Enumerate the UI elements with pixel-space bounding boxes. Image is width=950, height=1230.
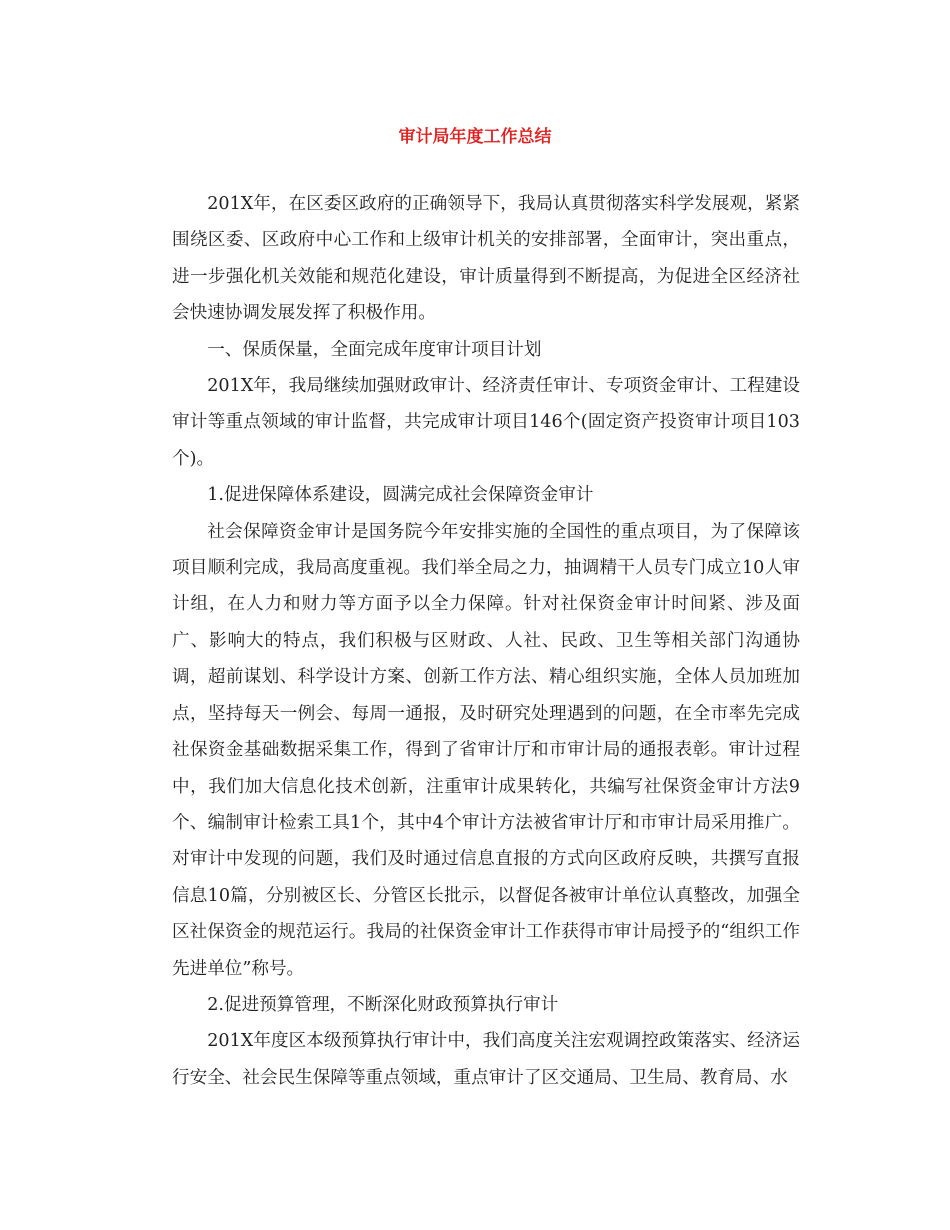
paragraph-section-1: 201X年，我局继续加强财政审计、经济责任审计、专项资金审计、工程建设审计等重点领域的审计监督，共完成审计项目146个(固定资产投资审计项目103个)。 [172, 376, 800, 469]
subsection-heading-1: 1.促进保障体系建设，圆满完成社会保障资金审计 [207, 485, 594, 506]
paragraph-social-security: 社会保障资金审计是国务院今年安排实施的全国性的重点项目，为了保障该项目顺利完成，我局高度重视。我们举全局之力，抽调精干人员专门成立10人审计组，在人力和财力等方面予以全力保障。针对社保资金审计时间紧、涉及面广、影响大的特点，我们积极与区财政、人社、民政、卫生等相关部门沟通协调，超前谋划、科学设计方案、创新工作方法、精心组织实施，全体人员加班加点，坚持每天一例会、每周一通报，及时研究处理遇到的问题，在全市率先完成社保资金基础数据采集工作，得到了省审计厅和市审计局的通报表彰。审计过程中，我们加大信息化技术创新，注重审计成果转化，共编写社保资金审计方法9个、编制审计检索工具1个，其中4个审计方法被省审计厅和市审计局采用推广。对审计中发现的问题，我们及时通过信息直报的方式向区政府反映，共撰写直报信息10篇，分别被区长、分管区长批示，以督促各被审计单位认真整改，加强全区社保资金的规范运行。我局的社保资金审计工作获得市审计局授予的“组织工作先进单位”称号。 [172, 521, 800, 979]
paragraph-intro: 201X年，在区委区政府的正确领导下，我局认真贯彻落实科学发展观，紧紧围绕区委、区政府中心工作和上级审计机关的安排部署，全面审计，突出重点，进一步强化机关效能和规范化建设，审计质量得到不断提高，为促进全区经济社会快速协调发展发挥了积极作用。 [172, 194, 800, 324]
subsection-heading-2: 2.促进预算管理，不断深化财政预算执行审计 [207, 994, 559, 1015]
paragraph-budget: 201X年度区本级预算执行审计中，我们高度关注宏观调控政策落实、经济运行安全、社会民生保障等重点领域，重点审计了区交通局、卫生局、教育局、水 [172, 1031, 800, 1088]
document-title: 审计局年度工作总结 [398, 127, 552, 147]
section-heading-1: 一、保质保量，全面完成年度审计项目计划 [207, 339, 542, 360]
document-body [172, 186, 800, 1096]
